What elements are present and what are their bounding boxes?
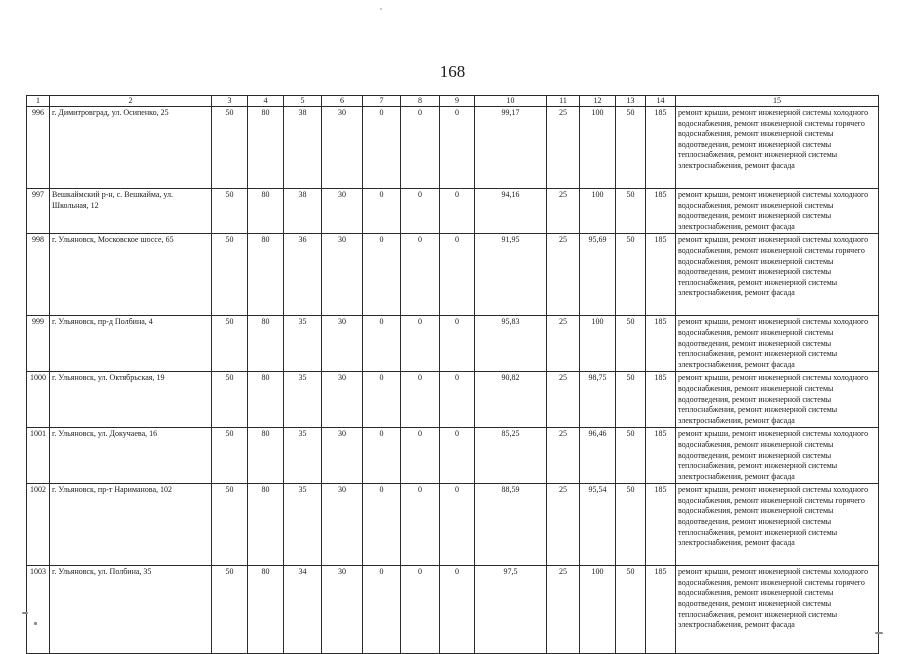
table-row — [27, 189, 879, 234]
value-cell: 0 — [401, 428, 440, 484]
value-cell: 30 — [322, 372, 363, 428]
value-cell: 25 — [547, 316, 580, 372]
value-cell: 0 — [401, 316, 440, 372]
works-cell: ремонт крыши, ремонт инженерной системы холодного водоснабжения, ремонт инженерной системы водоотведения, ремонт инженерной системы теплоснабжения, ремонт инженерной системы электроснабжения, ремонт фасада — [676, 372, 879, 428]
value-cell: 0 — [440, 372, 475, 428]
value-cell: 50 — [616, 372, 646, 428]
address-cell: г. Ульяновск, пр-т Нариманова, 102 — [50, 484, 212, 566]
value-cell: 80 — [248, 428, 284, 484]
table-row — [27, 316, 879, 372]
table-row — [27, 372, 879, 428]
column-header: 12 — [580, 96, 616, 107]
value-cell: 94,16 — [475, 189, 547, 234]
value-cell: 34 — [284, 566, 322, 654]
value-cell: 0 — [363, 428, 401, 484]
value-cell: 50 — [212, 372, 248, 428]
value-cell: 80 — [248, 484, 284, 566]
column-header: 15 — [676, 96, 879, 107]
column-header: 13 — [616, 96, 646, 107]
header-row — [27, 96, 879, 107]
value-cell: 50 — [616, 107, 646, 189]
row-number: 998 — [27, 234, 50, 316]
row-number: 996 — [27, 107, 50, 189]
value-cell: 0 — [363, 234, 401, 316]
value-cell: 35 — [284, 484, 322, 566]
scan-speck — [380, 8, 382, 10]
value-cell: 88,59 — [475, 484, 547, 566]
value-cell: 80 — [248, 372, 284, 428]
value-cell: 50 — [616, 189, 646, 234]
row-number: 1000 — [27, 372, 50, 428]
value-cell: 38 — [284, 107, 322, 189]
scan-speck — [875, 632, 883, 634]
column-header: 2 — [50, 96, 212, 107]
value-cell: 0 — [440, 234, 475, 316]
value-cell: 50 — [212, 107, 248, 189]
column-header: 14 — [646, 96, 676, 107]
value-cell: 185 — [646, 484, 676, 566]
value-cell: 30 — [322, 107, 363, 189]
value-cell: 0 — [363, 484, 401, 566]
address-cell: г. Ульяновск, ул. Полбина, 35 — [50, 566, 212, 654]
value-cell: 30 — [322, 566, 363, 654]
works-cell: ремонт крыши, ремонт инженерной системы холодного водоснабжения, ремонт инженерной системы горячего водоснабжения, ремонт инженерной системы водоотведения, ремонт инженерной системы теплоснабжения, ремонт инженерной системы электроснабжения, ремонт фасада — [676, 566, 879, 654]
row-number: 1002 — [27, 484, 50, 566]
table-row — [27, 107, 879, 189]
value-cell: 100 — [580, 316, 616, 372]
value-cell: 0 — [401, 234, 440, 316]
works-cell: ремонт крыши, ремонт инженерной системы холодного водоснабжения, ремонт инженерной системы водоотведения, ремонт инженерной системы электроснабжения, ремонт фасада — [676, 189, 879, 234]
value-cell: 50 — [212, 234, 248, 316]
value-cell: 0 — [440, 189, 475, 234]
table-row — [27, 566, 879, 654]
value-cell: 90,82 — [475, 372, 547, 428]
value-cell: 35 — [284, 428, 322, 484]
value-cell: 100 — [580, 566, 616, 654]
value-cell: 80 — [248, 107, 284, 189]
row-number: 997 — [27, 189, 50, 234]
value-cell: 0 — [401, 107, 440, 189]
column-header: 8 — [401, 96, 440, 107]
value-cell: 0 — [401, 372, 440, 428]
value-cell: 0 — [363, 107, 401, 189]
address-cell: г. Ульяновск, Московское шоссе, 65 — [50, 234, 212, 316]
value-cell: 50 — [616, 316, 646, 372]
table-row — [27, 428, 879, 484]
value-cell: 25 — [547, 566, 580, 654]
value-cell: 36 — [284, 234, 322, 316]
address-cell: г. Ульяновск, ул. Октябрьская, 19 — [50, 372, 212, 428]
value-cell: 185 — [646, 234, 676, 316]
value-cell: 0 — [363, 372, 401, 428]
column-header: 10 — [475, 96, 547, 107]
value-cell: 80 — [248, 189, 284, 234]
column-header: 4 — [248, 96, 284, 107]
column-header: 3 — [212, 96, 248, 107]
value-cell: 25 — [547, 189, 580, 234]
value-cell: 80 — [248, 566, 284, 654]
value-cell: 38 — [284, 189, 322, 234]
value-cell: 97,5 — [475, 566, 547, 654]
value-cell: 35 — [284, 372, 322, 428]
row-number: 999 — [27, 316, 50, 372]
value-cell: 0 — [363, 316, 401, 372]
value-cell: 0 — [440, 484, 475, 566]
works-cell: ремонт крыши, ремонт инженерной системы холодного водоснабжения, ремонт инженерной системы горячего водоснабжения, ремонт инженерной системы водоотведения, ремонт инженерной системы теплоснабжения, ремонт инженерной системы электроснабжения, ремонт фасада — [676, 484, 879, 566]
value-cell: 0 — [401, 484, 440, 566]
value-cell: 91,95 — [475, 234, 547, 316]
column-header: 1 — [27, 96, 50, 107]
value-cell: 25 — [547, 372, 580, 428]
value-cell: 185 — [646, 189, 676, 234]
value-cell: 80 — [248, 316, 284, 372]
value-cell: 95,69 — [580, 234, 616, 316]
column-header: 11 — [547, 96, 580, 107]
value-cell: 96,46 — [580, 428, 616, 484]
value-cell: 50 — [212, 484, 248, 566]
value-cell: 95,54 — [580, 484, 616, 566]
value-cell: 50 — [616, 428, 646, 484]
value-cell: 50 — [616, 566, 646, 654]
value-cell: 50 — [616, 484, 646, 566]
value-cell: 0 — [440, 428, 475, 484]
value-cell: 0 — [401, 566, 440, 654]
column-header: 5 — [284, 96, 322, 107]
value-cell: 50 — [212, 428, 248, 484]
value-cell: 50 — [212, 566, 248, 654]
works-cell: ремонт крыши, ремонт инженерной системы холодного водоснабжения, ремонт инженерной системы водоотведения, ремонт инженерной системы теплоснабжения, ремонт инженерной системы электроснабжения, ремонт фасада — [676, 428, 879, 484]
value-cell: 0 — [363, 189, 401, 234]
address-cell: г. Ульяновск, ул. Докучаева, 16 — [50, 428, 212, 484]
page-number: 168 — [439, 62, 466, 81]
value-cell: 185 — [646, 316, 676, 372]
row-number: 1001 — [27, 428, 50, 484]
value-cell: 100 — [580, 189, 616, 234]
value-cell: 30 — [322, 428, 363, 484]
value-cell: 30 — [322, 316, 363, 372]
value-cell: 185 — [646, 428, 676, 484]
housing-repair-table — [26, 95, 879, 654]
value-cell: 0 — [363, 566, 401, 654]
value-cell: 95,83 — [475, 316, 547, 372]
value-cell: 98,75 — [580, 372, 616, 428]
works-cell: ремонт крыши, ремонт инженерной системы холодного водоснабжения, ремонт инженерной системы горячего водоснабжения, ремонт инженерной системы водоотведения, ремонт инженерной системы теплоснабжения, ремонт инженерной системы электроснабжения, ремонт фасада — [676, 107, 879, 189]
value-cell: 99,17 — [475, 107, 547, 189]
value-cell: 80 — [248, 234, 284, 316]
value-cell: 0 — [440, 316, 475, 372]
value-cell: 185 — [646, 566, 676, 654]
value-cell: 0 — [440, 107, 475, 189]
value-cell: 30 — [322, 189, 363, 234]
table-row — [27, 484, 879, 566]
table-row — [27, 234, 879, 316]
value-cell: 30 — [322, 484, 363, 566]
value-cell: 100 — [580, 107, 616, 189]
value-cell: 185 — [646, 107, 676, 189]
value-cell: 50 — [212, 316, 248, 372]
row-number: 1003 — [27, 566, 50, 654]
value-cell: 25 — [547, 107, 580, 189]
value-cell: 30 — [322, 234, 363, 316]
column-header: 7 — [363, 96, 401, 107]
value-cell: 0 — [440, 566, 475, 654]
works-cell: ремонт крыши, ремонт инженерной системы холодного водоснабжения, ремонт инженерной системы водоотведения, ремонт инженерной системы теплоснабжения, ремонт инженерной системы электроснабжения, ремонт фасада — [676, 316, 879, 372]
address-cell: г. Ульяновск, пр-д Полбина, 4 — [50, 316, 212, 372]
scan-speck — [34, 622, 37, 625]
value-cell: 25 — [547, 234, 580, 316]
value-cell: 0 — [401, 189, 440, 234]
value-cell: 25 — [547, 428, 580, 484]
column-header: 9 — [440, 96, 475, 107]
address-cell: г. Димитровград, ул. Осипенко, 25 — [50, 107, 212, 189]
column-header: 6 — [322, 96, 363, 107]
value-cell: 50 — [212, 189, 248, 234]
scan-speck — [22, 612, 28, 614]
value-cell: 25 — [547, 484, 580, 566]
value-cell: 185 — [646, 372, 676, 428]
works-cell: ремонт крыши, ремонт инженерной системы холодного водоснабжения, ремонт инженерной системы горячего водоснабжения, ремонт инженерной системы водоотведения, ремонт инженерной системы теплоснабжения, ремонт инженерной системы электроснабжения, ремонт фасада — [676, 234, 879, 316]
value-cell: 50 — [616, 234, 646, 316]
address-cell: Вешкаймский р-н, с. Вешкайма, ул. Школьная, 12 — [50, 189, 212, 234]
value-cell: 35 — [284, 316, 322, 372]
value-cell: 85,25 — [475, 428, 547, 484]
